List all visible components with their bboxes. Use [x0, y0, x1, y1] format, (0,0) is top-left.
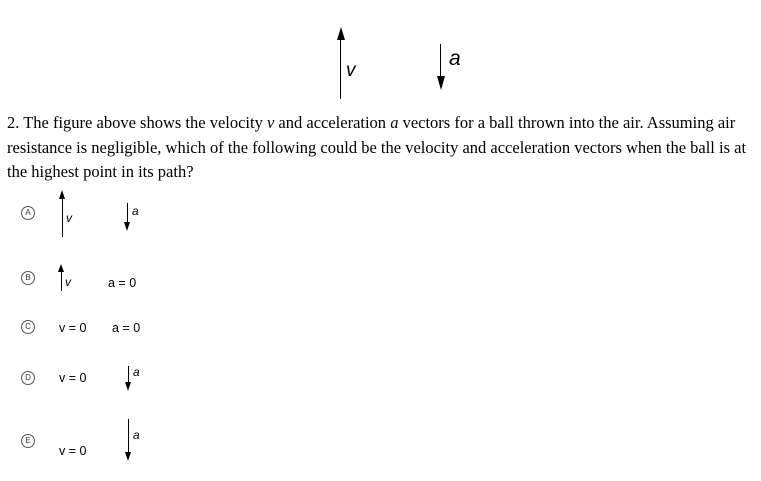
choice-d-acceleration-shaft	[128, 366, 129, 383]
choice-a-velocity-label: v	[66, 211, 72, 225]
choice-e-acceleration-arrowhead-icon	[125, 452, 131, 461]
choice-letter-c[interactable]: C	[21, 320, 35, 334]
acceleration-label: a	[449, 47, 461, 70]
question-text	[7, 111, 755, 185]
acceleration-shaft	[440, 44, 441, 78]
question-text-part-2: and acceleration	[274, 113, 391, 132]
choice-b-velocity-shaft	[61, 271, 62, 291]
choice-letter-b[interactable]: B	[21, 271, 35, 285]
question-number: 2.	[7, 113, 20, 132]
choice-a-acceleration-arrowhead-icon	[124, 222, 130, 231]
choice-c-velocity-eq: v = 0	[59, 321, 87, 335]
question-a-symbol: a	[390, 113, 399, 132]
choice-letter-d[interactable]: D	[21, 371, 35, 385]
choice-d-acceleration-label: a	[133, 365, 140, 379]
velocity-shaft	[340, 38, 341, 99]
question-text-part-3: vectors for a ball thrown into the air. Assuming air resistance is negligible, which of the following could be the velocity and acceleration vectors when the ball is at the highest point in its path?	[7, 113, 747, 181]
question-v-symbol: v	[266, 113, 275, 132]
velocity-label: v	[346, 60, 356, 81]
choice-b-velocity-label: v	[65, 275, 71, 289]
question-text-part-1: The figure above shows the velocity	[19, 113, 267, 132]
choice-letter-a[interactable]: A	[21, 206, 35, 220]
choice-d-velocity-eq: v = 0	[59, 371, 87, 385]
choice-b-acceleration-eq: a = 0	[108, 276, 137, 290]
choice-a-acceleration-label: a	[132, 204, 139, 218]
choice-e-acceleration-shaft	[128, 419, 129, 453]
velocity-arrowhead-icon	[337, 27, 345, 40]
choice-letter-e[interactable]: E	[21, 434, 35, 448]
choice-c-acceleration-eq: a = 0	[112, 321, 141, 335]
choice-a-acceleration-shaft	[127, 203, 128, 223]
choice-e-acceleration-label: a	[133, 428, 140, 442]
choice-e-velocity-eq: v = 0	[59, 444, 87, 458]
acceleration-arrowhead-icon	[437, 76, 445, 90]
choice-a-velocity-shaft	[62, 198, 63, 237]
choice-d-acceleration-arrowhead-icon	[125, 382, 131, 391]
